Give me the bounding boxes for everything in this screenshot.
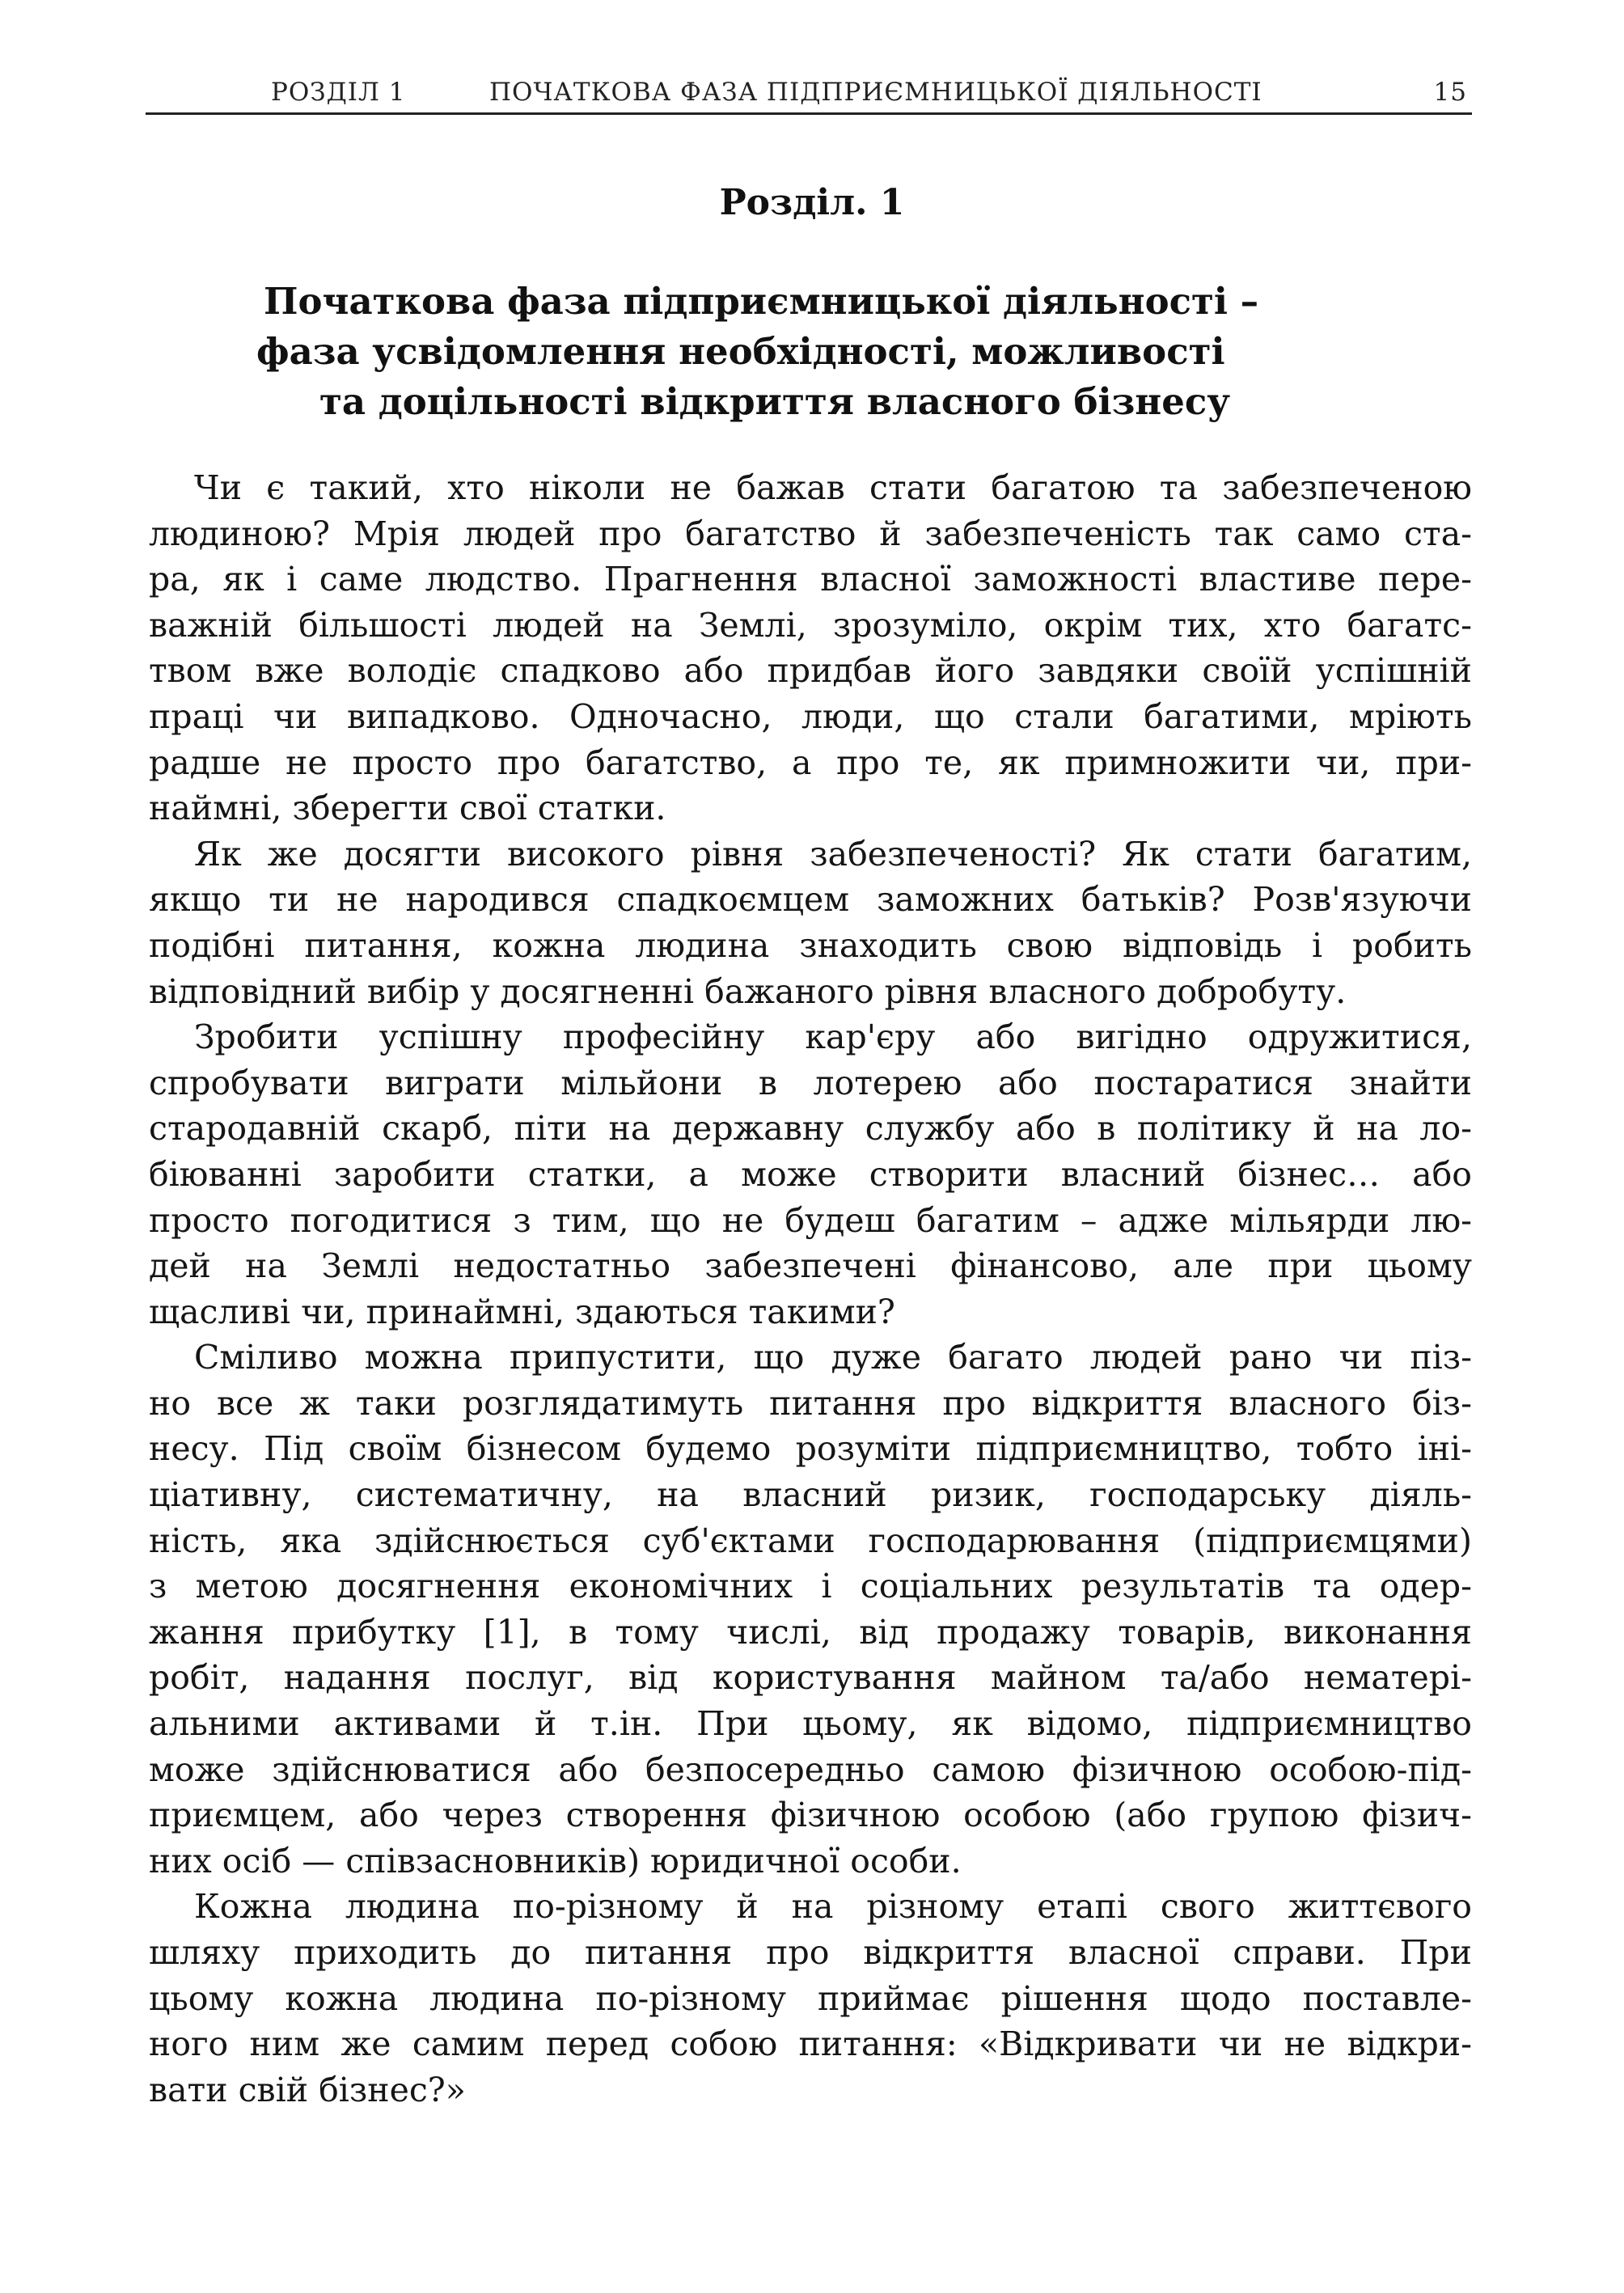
text-line: приємцем, або через створення фізичною особою (або групою фізич- <box>149 1796 1472 1835</box>
text-line: спробувати виграти мільйони в лотерею або постаратися знайти <box>149 1063 1472 1102</box>
chapter-title-line: Початкова фаза підприємницької діяльності – <box>264 280 1259 323</box>
paragraph <box>149 465 1472 831</box>
text-line: біюванні заробити статки, а може створити власний бізнес… або <box>149 1154 1472 1194</box>
text-line: них осіб — співзасновників) юридичної особи. <box>149 1841 962 1881</box>
text-line: Кожна людина по-різному й на різному етапі свого життєвого <box>194 1887 1472 1927</box>
text-line: щасливі чи, принаймні, здаються такими? <box>149 1292 895 1331</box>
text-line: Як же досягти високого рівня забезпеченості? Як стати багатим, <box>194 834 1472 874</box>
text-line: ціативну, систематичну, на власний ризик, господарську діяль- <box>149 1475 1472 1515</box>
text-line: твом вже володіє спадково або придбав його завдяки своїй успішній <box>149 651 1472 691</box>
paragraph <box>149 1014 1472 1335</box>
paragraph <box>149 831 1472 1014</box>
chapter-title <box>202 277 1464 427</box>
text-line: жання прибутку [1], в тому числі, від продажу товарів, виконання <box>149 1612 1472 1652</box>
text-line: цьому кожна людина по-різному приймає рішення щодо поставле- <box>149 1978 1472 2018</box>
text-line: Чи є такий, хто ніколи не бажав стати багатою та забезпеченою <box>194 468 1472 507</box>
text-line: ного ним же самим перед собою питання: «Відкривати чи не відкри- <box>149 2024 1472 2064</box>
header-rule <box>146 112 1472 115</box>
text-line: Зробити успішну професійну кар'єру або вигідно одружитися, <box>194 1017 1472 1057</box>
text-line: просто погодитися з тим, що не будеш багатим – адже мільярди лю- <box>149 1200 1472 1240</box>
text-line: праці чи випадково. Одночасно, люди, що стали багатими, мріють <box>149 696 1472 736</box>
text-line: но все ж таки розглядатимуть питання про відкриття власного біз- <box>149 1383 1472 1423</box>
text-line: з метою досягнення економічних і соціальних результатів та одер- <box>149 1567 1472 1606</box>
text-line: може здійснюватися або безпосередньо самою фізичною особою-під- <box>149 1749 1472 1789</box>
text-line: ність, яка здійснюється суб'єктами господарювання (підприємцями) <box>149 1521 1472 1560</box>
text-line: важній більшості людей на Землі, зрозуміло, окрім тих, хто багатс- <box>149 605 1472 645</box>
paragraph <box>149 1884 1472 2113</box>
text-line: відповідний вибір у досягненні бажаного рівня власного добробуту. <box>149 971 1347 1011</box>
running-header-section: РОЗДІЛ 1 <box>271 78 406 107</box>
text-line: шляху приходить до питання про відкриття власної справи. При <box>149 1933 1472 1972</box>
page-number: 15 <box>1433 78 1467 107</box>
text-line: робіт, надання послуг, від користування майном та/або нематері- <box>149 1658 1472 1698</box>
text-line: ра, як і саме людство. Прагнення власної заможності властиве пере- <box>149 560 1472 599</box>
text-line: радше не просто про багатство, а про те, як примножити чи, при- <box>149 742 1472 782</box>
chapter-title-line: фаза усвідомлення необхідності, можливості <box>256 330 1225 373</box>
text-line: дей на Землі недостатньо забезпечені фінансово, але при цьому <box>149 1246 1472 1286</box>
text-line: подібні питання, кожна людина знаходить свою відповідь і робить <box>149 925 1472 965</box>
chapter-title-line: та доцільності відкриття власного бізнесу <box>319 380 1231 423</box>
text-line: несу. Під своїм бізнесом будемо розуміти підприємництво, тобто іні- <box>149 1429 1472 1469</box>
body-text <box>149 465 1472 2113</box>
running-header <box>146 71 1472 113</box>
text-line: якщо ти не народився спадкоємцем заможних батьків? Розв'язуючи <box>149 880 1472 920</box>
paragraph <box>149 1335 1472 1884</box>
text-line: альними активами й т.ін. При цьому, як відомо, підприємництво <box>149 1704 1472 1744</box>
text-line: вати свій бізнес?» <box>149 2070 466 2109</box>
chapter-label: Розділ. 1 <box>719 182 905 223</box>
running-header-title: ПОЧАТКОВА ФАЗА ПІДПРИЄМНИЦЬКОЇ ДІЯЛЬНОСТІ <box>489 78 1262 107</box>
text-line: людиною? Мрія людей про багатство й забезпеченість так само ста- <box>149 514 1472 553</box>
text-line: Сміливо можна припустити, що дуже багато людей рано чи піз- <box>194 1338 1472 1377</box>
text-line: наймні, зберегти свої статки. <box>149 789 666 828</box>
text-line: стародавній скарб, піти на державну службу або в політику й на ло- <box>149 1109 1472 1149</box>
